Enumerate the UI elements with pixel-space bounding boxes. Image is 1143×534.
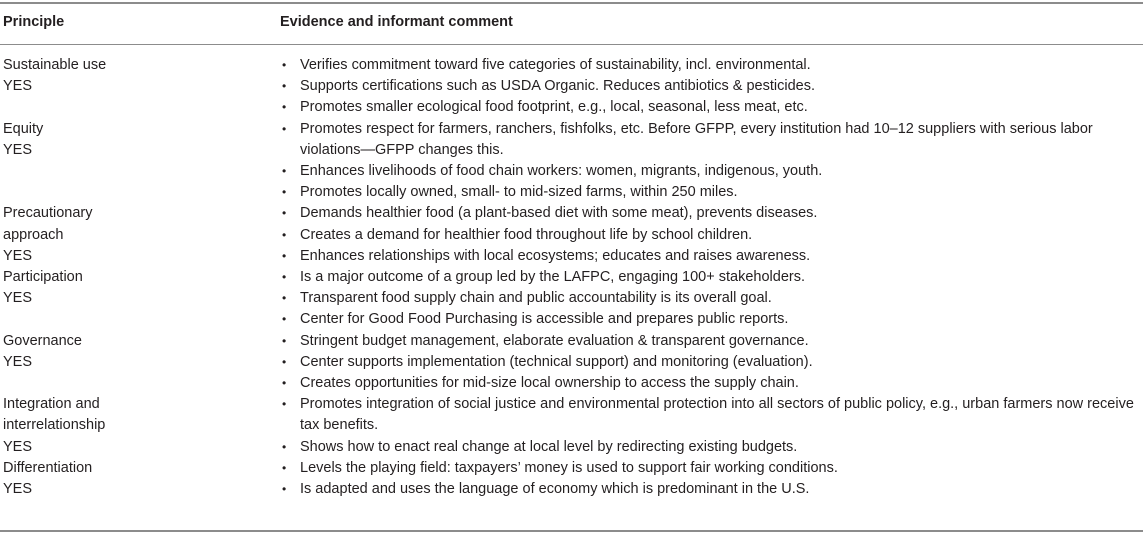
bullet-icon: • — [282, 333, 287, 348]
bullet-icon: • — [282, 227, 287, 242]
evidence-item — [280, 76, 1142, 97]
evidence-text: Promotes locally owned, small- to mid-sized farms, within 250 miles. — [300, 184, 738, 201]
evidence-text: Creates opportunities for mid-size local ownership to access the supply chain. — [300, 375, 799, 392]
evidence-item — [280, 458, 1142, 479]
principle-text: Precautionary — [3, 205, 93, 222]
table-row — [0, 394, 1143, 458]
evidence-item — [280, 352, 1142, 373]
bullet-icon: • — [282, 270, 287, 285]
evidence-item — [280, 331, 1142, 352]
evidence-item — [280, 97, 1142, 118]
principle-cell — [0, 458, 280, 500]
table-row — [0, 119, 1143, 204]
evidence-text: Enhances relationships with local ecosystems; educates and raises awareness. — [300, 247, 811, 264]
evidence-text: Stringent budget management, elaborate evaluation & transparent governance. — [300, 332, 809, 349]
bullet-icon: • — [282, 397, 287, 412]
evidence-item — [280, 161, 1142, 182]
bullet-icon: • — [282, 58, 287, 72]
evidence-item — [280, 182, 1142, 203]
principle-text: Governance — [3, 332, 82, 349]
evidence-text: Demands healthier food (a plant-based diet with some meat), prevents diseases. — [300, 205, 818, 222]
evidence-item — [280, 437, 1142, 458]
table-row — [0, 267, 1143, 331]
principle-text: YES — [3, 353, 33, 370]
evidence-text: Transparent food supply chain and public accountability is its overall goal. — [300, 290, 772, 307]
table-row — [0, 331, 1143, 395]
principle-cell — [0, 203, 280, 267]
bullet-icon: • — [282, 248, 287, 263]
evidence-cell — [280, 203, 1142, 267]
evidence-text: Verifies commitment toward five categories of sustainability, incl. environmental. — [300, 57, 811, 73]
evidence-cell — [280, 458, 1142, 500]
bullet-icon: • — [282, 354, 287, 369]
principle-cell — [0, 331, 280, 373]
evidence-item — [280, 267, 1142, 288]
evidence-item — [280, 479, 1142, 500]
table-row — [0, 458, 1143, 500]
bullet-icon: • — [282, 376, 287, 391]
evidence-item — [280, 394, 1142, 436]
principle-text: interrelationship — [3, 417, 106, 434]
bullet-icon: • — [282, 79, 287, 94]
evidence-text: Enhances livelihoods of food chain workers: women, migrants, indigenous, youth. — [300, 163, 823, 180]
evidence-text: Center for Good Food Purchasing is accessible and prepares public reports. — [300, 311, 789, 328]
bullet-icon: • — [282, 439, 287, 454]
header-rule — [0, 44, 1143, 45]
principle-text: Participation — [3, 269, 83, 286]
bullet-icon: • — [282, 312, 287, 327]
evidence-text: Supports certifications such as USDA Organic. Reduces antibiotics & pesticides. — [300, 78, 815, 95]
principle-text: Differentiation — [3, 459, 93, 476]
table-row — [0, 55, 1143, 119]
evidence-text: Is adapted and uses the language of economy which is predominant in the U.S. — [300, 481, 810, 498]
principle-text: YES — [3, 438, 33, 455]
evidence-item — [280, 309, 1142, 330]
bullet-icon: • — [282, 460, 287, 475]
principle-text: Equity — [3, 120, 44, 137]
bullet-icon: • — [282, 121, 287, 136]
evidence-item — [280, 55, 1142, 76]
principle-text: YES — [3, 78, 33, 95]
evidence-text: Promotes integration of social justice and environmental protection into all sectors of public policy, e.g., urban farmers now receive tax benefits. — [300, 396, 1134, 434]
bullet-icon: • — [282, 206, 287, 221]
table-bottom-rule — [0, 530, 1143, 532]
principle-cell — [0, 55, 280, 97]
table-top-rule — [0, 2, 1143, 4]
column-header-evidence: Evidence and informant comment — [280, 14, 513, 30]
bullet-icon: • — [282, 164, 287, 179]
principle-text: approach — [3, 226, 64, 243]
bullet-icon: • — [282, 482, 287, 497]
evidence-cell — [280, 119, 1142, 204]
evidence-item — [280, 373, 1142, 394]
evidence-text: Promotes respect for farmers, ranchers, fishfolks, etc. Before GFPP, every institution had 10–12 suppliers with serious labor violations—GFPP changes this. — [300, 120, 1093, 158]
principle-text: Integration and — [3, 396, 100, 413]
evidence-cell — [280, 55, 1142, 119]
principle-text: YES — [3, 481, 33, 498]
principle-text: YES — [3, 290, 33, 307]
evidence-cell — [280, 267, 1142, 331]
table-body — [0, 55, 1143, 500]
column-header-principle: Principle — [3, 14, 65, 30]
evidence-item — [280, 203, 1142, 224]
table-row — [0, 203, 1143, 267]
principle-cell — [0, 119, 280, 161]
evidence-item — [280, 225, 1142, 246]
evidence-text: Promotes smaller ecological food footprint, e.g., local, seasonal, less meat, etc. — [300, 99, 808, 116]
evidence-cell — [280, 394, 1142, 458]
evidence-item — [280, 246, 1142, 267]
principle-text: YES — [3, 141, 33, 158]
principle-cell — [0, 394, 280, 458]
evidence-cell — [280, 331, 1142, 395]
evidence-text: Shows how to enact real change at local level by redirecting existing budgets. — [300, 438, 798, 455]
principle-text: Sustainable use — [3, 57, 107, 73]
evidence-text: Center supports implementation (technical support) and monitoring (evaluation). — [300, 353, 813, 370]
evidence-item — [280, 119, 1142, 161]
bullet-icon: • — [282, 185, 287, 200]
evidence-text: Levels the playing field: taxpayers’ money is used to support fair working conditions. — [300, 459, 838, 476]
bullet-icon: • — [282, 291, 287, 306]
principle-cell — [0, 267, 280, 309]
evidence-item — [280, 288, 1142, 309]
principle-text: YES — [3, 247, 33, 264]
evidence-text: Creates a demand for healthier food throughout life by school children. — [300, 226, 753, 243]
evidence-text: Is a major outcome of a group led by the LAFPC, engaging 100+ stakeholders. — [300, 269, 805, 286]
bullet-icon: • — [282, 100, 287, 115]
